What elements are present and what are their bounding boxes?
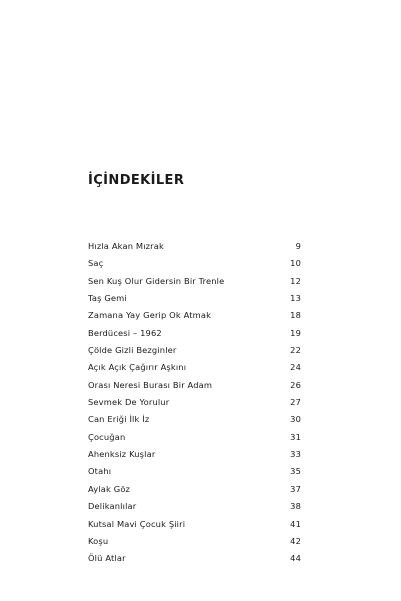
toc-row bbox=[88, 518, 301, 535]
toc-page-number: 42 bbox=[290, 535, 301, 546]
toc-page-number: 18 bbox=[290, 310, 301, 321]
toc-row bbox=[88, 344, 301, 361]
toc-row bbox=[88, 257, 301, 274]
toc-entry-title: Otahı bbox=[88, 466, 112, 477]
toc-entry-title: Çocuğan bbox=[88, 431, 126, 442]
table-of-contents bbox=[88, 240, 301, 570]
toc-entry-title: Sen Kuş Olur Gidersin Bir Trenle bbox=[88, 275, 225, 286]
toc-row bbox=[88, 413, 301, 430]
toc-row bbox=[88, 465, 301, 482]
toc-entry-title: Can Eriği İlk İz bbox=[88, 414, 150, 425]
toc-entry-title: Hızla Akan Mızrak bbox=[88, 241, 164, 251]
toc-page-number: 33 bbox=[290, 449, 301, 460]
toc-page-number: 44 bbox=[290, 553, 301, 564]
toc-row bbox=[88, 309, 301, 326]
toc-page-number: 10 bbox=[290, 258, 301, 269]
toc-entry-title: Ahenksiz Kuşlar bbox=[88, 449, 156, 460]
toc-page-number: 38 bbox=[290, 501, 301, 512]
toc-row bbox=[88, 275, 301, 292]
toc-row bbox=[88, 240, 301, 257]
toc-row bbox=[88, 500, 301, 517]
toc-entry-title: Sevmek De Yorulur bbox=[88, 397, 170, 408]
toc-row bbox=[88, 396, 301, 413]
toc-page-number: 12 bbox=[290, 275, 301, 286]
toc-page-number: 26 bbox=[290, 379, 301, 390]
toc-entry-title: Taş Gemi bbox=[88, 293, 127, 304]
toc-entry-title: Orası Neresi Burası Bir Adam bbox=[88, 379, 213, 390]
toc-page-number: 31 bbox=[290, 431, 301, 442]
toc-row bbox=[88, 327, 301, 344]
toc-row bbox=[88, 431, 301, 448]
toc-row bbox=[88, 552, 301, 569]
toc-entry-title: Açık Açık Çağırır Aşkını bbox=[88, 362, 187, 373]
toc-page-number: 30 bbox=[290, 414, 301, 425]
toc-entry-title: Ölü Atlar bbox=[88, 553, 126, 564]
toc-entry-title: Kutsal Mavi Çocuk Şiiri bbox=[88, 518, 186, 529]
toc-page-number: 41 bbox=[290, 518, 301, 529]
toc-entry-title: Aylak Göz bbox=[88, 483, 131, 494]
toc-row bbox=[88, 448, 301, 465]
toc-page-number: 9 bbox=[295, 241, 301, 251]
toc-row bbox=[88, 379, 301, 396]
toc-page-number: 24 bbox=[290, 362, 301, 373]
toc-row bbox=[88, 292, 301, 309]
toc-entry-title: Koşu bbox=[88, 535, 109, 546]
toc-page-number: 19 bbox=[290, 327, 301, 338]
toc-row bbox=[88, 535, 301, 552]
toc-entry-title: Zamana Yay Gerip Ok Atmak bbox=[88, 310, 212, 321]
toc-entry-title: Saç bbox=[88, 258, 104, 269]
toc-entry-title: Delikanlılar bbox=[88, 501, 137, 512]
toc-page-number: 13 bbox=[290, 293, 301, 304]
page-title: İÇİNDEKİLER bbox=[88, 173, 185, 188]
toc-entry-title: Berdücesi – 1962 bbox=[88, 327, 162, 338]
toc-page-number: 22 bbox=[290, 345, 301, 356]
toc-row bbox=[88, 483, 301, 500]
toc-entry-title: Çölde Gizli Bezginler bbox=[88, 345, 177, 356]
toc-row bbox=[88, 361, 301, 378]
toc-page-number: 35 bbox=[290, 466, 301, 477]
toc-page-number: 27 bbox=[290, 397, 301, 408]
toc-page-number: 37 bbox=[290, 483, 301, 494]
